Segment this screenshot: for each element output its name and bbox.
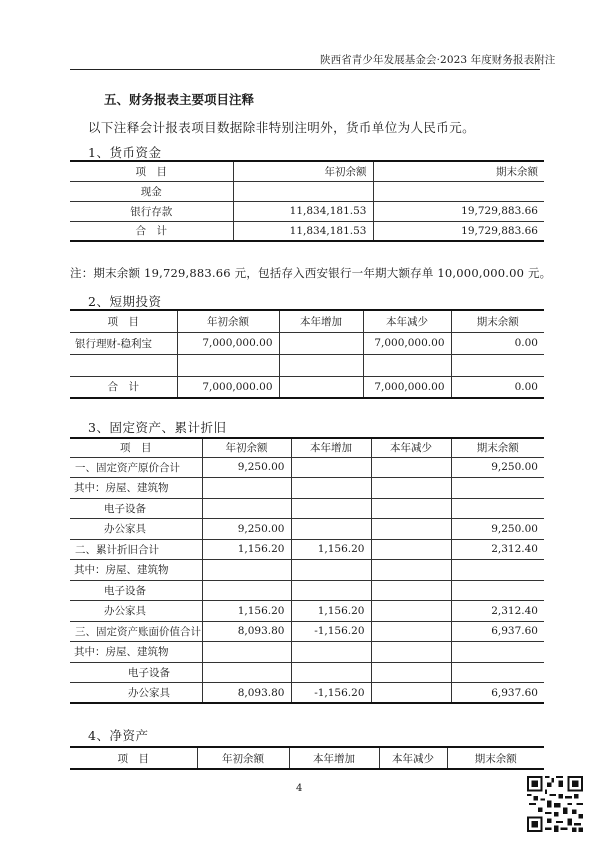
cell-value <box>291 498 371 519</box>
cell-value: 1,156.20 <box>202 539 291 560</box>
header-cell: 本年增加 <box>279 310 363 332</box>
table-row-total <box>70 221 544 241</box>
row-label: 合 计 <box>70 221 233 241</box>
cell-value: -1,156.20 <box>291 621 371 642</box>
table-row <box>70 621 544 642</box>
row-label: 其中：房屋、建筑物 <box>70 642 202 663</box>
document-header-title: 陕西省青少年发展基金会·2023 年度财务报表附注 <box>320 54 556 66</box>
cell-value: 2,312.40 <box>451 601 544 622</box>
qr-code-icon <box>527 776 583 832</box>
header-cell: 项 目 <box>70 438 202 457</box>
cell-value <box>371 519 451 540</box>
cell-value <box>451 662 544 683</box>
table-row <box>70 683 544 704</box>
row-label: 三、固定资产账面价值合计 <box>70 621 202 642</box>
cash-note: 注：期末余额 19,729,883.66 元，包括存入西安银行一年期大额存单 10,000,000.00 元。 <box>70 266 552 280</box>
fixed-table <box>70 437 544 704</box>
cell-value <box>451 560 544 581</box>
cell-value: 8,093.80 <box>202 621 291 642</box>
cell-value <box>291 519 371 540</box>
cash-heading: 1、货币资金 <box>88 145 162 160</box>
cell-value: 7,000,000.00 <box>177 376 279 398</box>
row-label: 现金 <box>70 181 233 201</box>
table-row <box>70 201 544 221</box>
header-cell: 本年减少 <box>363 310 451 332</box>
table-row-total <box>70 376 544 398</box>
header-cell: 本年减少 <box>379 747 447 769</box>
cell-value <box>451 498 544 519</box>
row-label: 办公家具 <box>70 519 202 540</box>
cell-value <box>202 642 291 663</box>
cell-value: 9,250.00 <box>451 457 544 478</box>
shortterm-heading: 2、短期投资 <box>88 294 162 309</box>
cell-value <box>177 354 279 376</box>
header-cell: 本年增加 <box>289 747 379 769</box>
cell-value: 11,834,181.53 <box>233 201 373 221</box>
row-label: 其中：房屋、建筑物 <box>70 560 202 581</box>
header-cell: 年初余额 <box>202 438 291 457</box>
table-row <box>70 478 544 499</box>
netassets-table <box>70 746 544 770</box>
header-cell: 项 目 <box>70 310 177 332</box>
cell-value <box>202 498 291 519</box>
row-label: 办公家具 <box>70 601 202 622</box>
cell-value <box>363 354 451 376</box>
table-row <box>70 580 544 601</box>
cell-value <box>202 580 291 601</box>
table-row <box>70 332 544 354</box>
cash-table-header <box>70 161 544 181</box>
table-row <box>70 181 544 201</box>
header-rule <box>70 69 540 70</box>
section-intro: 以下注释会计报表项目数据除非特别注明外，货币单位为人民币元。 <box>88 120 476 135</box>
header-cell: 年初余额 <box>197 747 289 769</box>
cell-value <box>291 662 371 683</box>
header-cell: 期末余额 <box>451 438 544 457</box>
cell-value: -1,156.20 <box>291 683 371 704</box>
cell-value: 0.00 <box>451 332 544 354</box>
cell-value <box>371 683 451 704</box>
header-cell: 年初余额 <box>177 310 279 332</box>
row-label: 一、固定资产原价合计 <box>70 457 202 478</box>
table-row <box>70 560 544 581</box>
header-cell: 年初余额 <box>233 161 373 181</box>
cell-value: 9,250.00 <box>202 457 291 478</box>
cell-value <box>291 457 371 478</box>
table-row <box>70 457 544 478</box>
cell-value <box>279 332 363 354</box>
cell-value <box>202 478 291 499</box>
cell-value: 7,000,000.00 <box>363 332 451 354</box>
cell-value <box>451 354 544 376</box>
cell-value <box>371 478 451 499</box>
cash-table <box>70 160 544 242</box>
header-cell: 项 目 <box>70 747 197 769</box>
cell-value <box>371 642 451 663</box>
cell-value <box>279 354 363 376</box>
cell-value: 0.00 <box>451 376 544 398</box>
cell-value: 1,156.20 <box>202 601 291 622</box>
header-cell: 期末余额 <box>447 747 544 769</box>
cell-value: 7,000,000.00 <box>177 332 279 354</box>
cell-value: 9,250.00 <box>451 519 544 540</box>
header-cell: 本年增加 <box>291 438 371 457</box>
header-cell: 期末余额 <box>451 310 544 332</box>
row-label: 办公家具 <box>70 683 202 704</box>
section-heading: 五、财务报表主要项目注释 <box>104 92 255 107</box>
cell-value: 2,312.40 <box>451 539 544 560</box>
fixed-heading: 3、固定资产、累计折旧 <box>88 420 227 435</box>
cell-value <box>451 642 544 663</box>
cell-value <box>202 662 291 683</box>
cell-value <box>371 580 451 601</box>
cell-value <box>291 580 371 601</box>
cell-value: 19,729,883.66 <box>373 201 544 221</box>
table-row <box>70 519 544 540</box>
cell-value <box>371 662 451 683</box>
fixed-table-header <box>70 438 544 457</box>
cell-value <box>291 642 371 663</box>
cell-value <box>371 539 451 560</box>
cell-value <box>279 376 363 398</box>
cell-value: 6,937.60 <box>451 683 544 704</box>
cell-value <box>371 560 451 581</box>
cell-value <box>371 621 451 642</box>
cell-value <box>371 498 451 519</box>
row-label <box>70 354 177 376</box>
cell-value: 7,000,000.00 <box>363 376 451 398</box>
table-row <box>70 539 544 560</box>
cell-value: 1,156.20 <box>291 539 371 560</box>
netassets-heading: 4、净资产 <box>88 728 149 743</box>
cell-value <box>291 478 371 499</box>
shortterm-table <box>70 309 544 399</box>
cell-value: 9,250.00 <box>202 519 291 540</box>
row-label: 合 计 <box>70 376 177 398</box>
cell-value: 11,834,181.53 <box>233 221 373 241</box>
cell-value: 19,729,883.66 <box>373 221 544 241</box>
row-label: 电子设备 <box>70 662 202 683</box>
cell-value <box>451 580 544 601</box>
table-row <box>70 354 544 376</box>
page-number: 4 <box>296 783 303 794</box>
cell-value <box>202 560 291 581</box>
table-row <box>70 498 544 519</box>
netassets-table-header <box>70 747 544 769</box>
cell-value <box>371 457 451 478</box>
shortterm-table-header <box>70 310 544 332</box>
header-cell: 项 目 <box>70 161 233 181</box>
cell-value <box>291 560 371 581</box>
table-row <box>70 662 544 683</box>
cell-value <box>373 181 544 201</box>
row-label: 二、累计折旧合计 <box>70 539 202 560</box>
cell-value: 8,093.80 <box>202 683 291 704</box>
cell-value: 1,156.20 <box>291 601 371 622</box>
header-cell: 期末余额 <box>373 161 544 181</box>
table-row <box>70 642 544 663</box>
row-label: 银行存款 <box>70 201 233 221</box>
cell-value: 6,937.60 <box>451 621 544 642</box>
cell-value <box>451 478 544 499</box>
row-label: 银行理财-稳利宝 <box>70 332 177 354</box>
table-row <box>70 601 544 622</box>
cell-value <box>371 601 451 622</box>
row-label: 其中：房屋、建筑物 <box>70 478 202 499</box>
cell-value <box>233 181 373 201</box>
row-label: 电子设备 <box>70 580 202 601</box>
row-label: 电子设备 <box>70 498 202 519</box>
header-cell: 本年减少 <box>371 438 451 457</box>
